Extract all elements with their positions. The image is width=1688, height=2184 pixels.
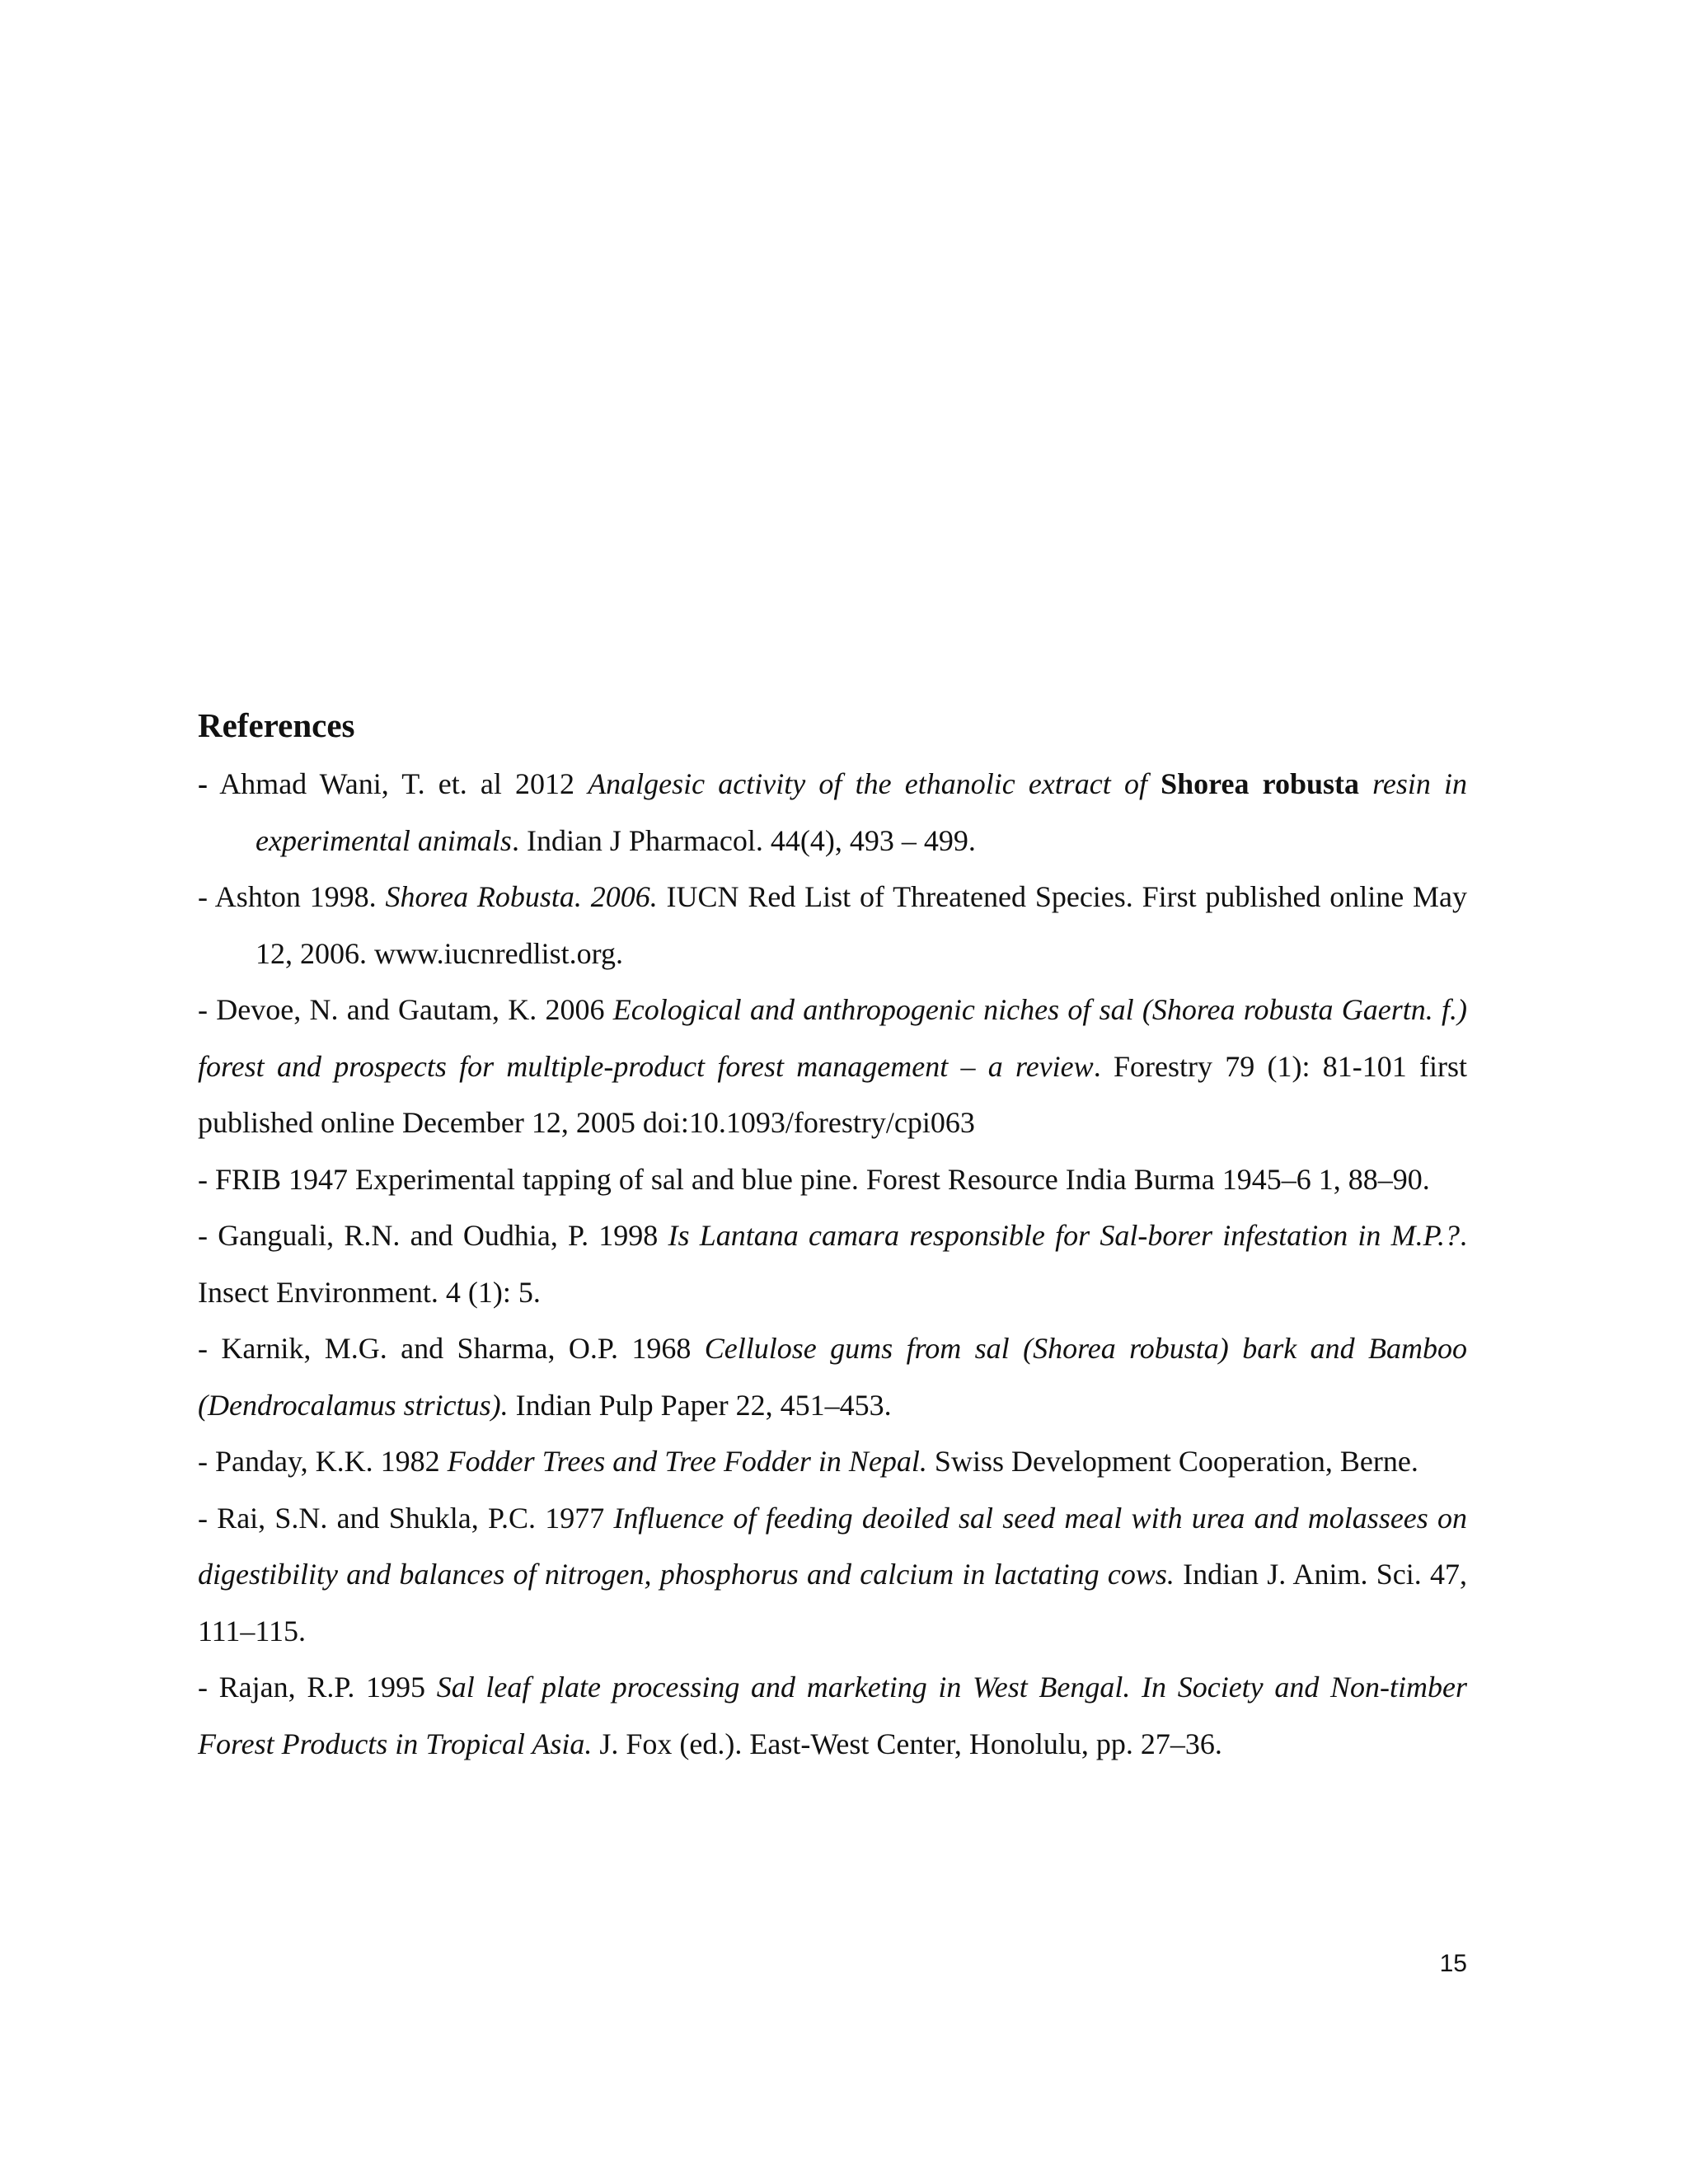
reference-item (198, 1207, 1467, 1320)
reference-item (198, 756, 1467, 869)
reference-title: Is Lantana camara responsible for Sal-borer infestation in M.P.? (668, 1219, 1460, 1252)
reference-title: Analgesic activity of the ethanolic extract of (588, 767, 1161, 800)
reference-authors: - Ganguali, R.N. and Oudhia, P. 1998 (198, 1219, 668, 1252)
reference-authors: - Karnik, M.G. and Sharma, O.P. 1968 (198, 1332, 705, 1365)
reference-item (198, 1433, 1467, 1490)
reference-title: Influence of feeding deoiled sal seed meal with urea and molassees on digestibility and balances of nitrogen, phosphorus and calcium in lactating cows. (198, 1501, 1467, 1591)
reference-item (198, 869, 1467, 982)
references-heading: References (198, 706, 355, 744)
references-section (198, 705, 1467, 1772)
reference-dash: - (198, 767, 208, 800)
reference-source: . Forestry 79 (1): 81-101 first published online December 12, 2005 doi:10.1093/forestry/cpi063 (198, 1049, 1468, 1139)
reference-source: Swiss Development Cooperation, Berne. (926, 1445, 1418, 1478)
reference-item (198, 1151, 1467, 1208)
reference-authors: - Rai, S.N. and Shukla, P.C. 1977 (198, 1501, 614, 1535)
reference-item (198, 1320, 1467, 1433)
reference-text: - FRIB 1947 Experimental tapping of sal and blue pine. Forest Resource India Burma 1945–6 1, 88–90. (198, 1162, 1430, 1196)
reference-authors: - Ashton 1998. (198, 880, 386, 913)
reference-source: Indian J. Anim. Sci. 47, 111–115. (198, 1558, 1467, 1647)
reference-authors: - Devoe, N. and Gautam, K. 2006 (198, 993, 613, 1026)
reference-source: Indian Pulp Paper 22, 451–453. (508, 1388, 892, 1422)
reference-title: Fodder Trees and Tree Fodder in Nepal. (447, 1445, 927, 1478)
page-number: 15 (1439, 1950, 1467, 1977)
reference-authors: - Rajan, R.P. 1995 (198, 1671, 437, 1704)
reference-source: . Insect Environment. 4 (1): 5. (198, 1219, 1467, 1309)
reference-species: Shorea robusta (1160, 767, 1360, 800)
reference-item (198, 982, 1467, 1151)
reference-title-cont: resin in experimental animals (256, 767, 1468, 857)
reference-authors: Ahmad Wani, T. et. al 2012 (219, 767, 588, 800)
reference-source: IUCN Red List of Threatened Species. First published online May 12, 2006. www.iucnredlist.org. (256, 880, 1468, 970)
reference-title: Ecological and anthropogenic niches of sal (Shorea robusta Gaertn. f.) forest and prospects for multiple-product forest management – a review (198, 993, 1467, 1083)
reference-title: Sal leaf plate processing and marketing in West Bengal. In Society and Non-timber Forest Products in Tropical Asia. (198, 1671, 1467, 1760)
reference-item (198, 1659, 1467, 1772)
reference-authors: - Panday, K.K. 1982 (198, 1445, 448, 1478)
reference-title: Cellulose gums from sal (Shorea robusta) bark and Bamboo (Dendrocalamus strictus). (198, 1332, 1467, 1422)
reference-source: J. Fox (ed.). East-West Center, Honolulu, pp. 27–36. (592, 1727, 1222, 1760)
reference-item (198, 1490, 1467, 1660)
reference-title: Shorea Robusta. 2006. (385, 880, 658, 913)
reference-source: . Indian J Pharmacol. 44(4), 493 – 499. (511, 823, 976, 857)
